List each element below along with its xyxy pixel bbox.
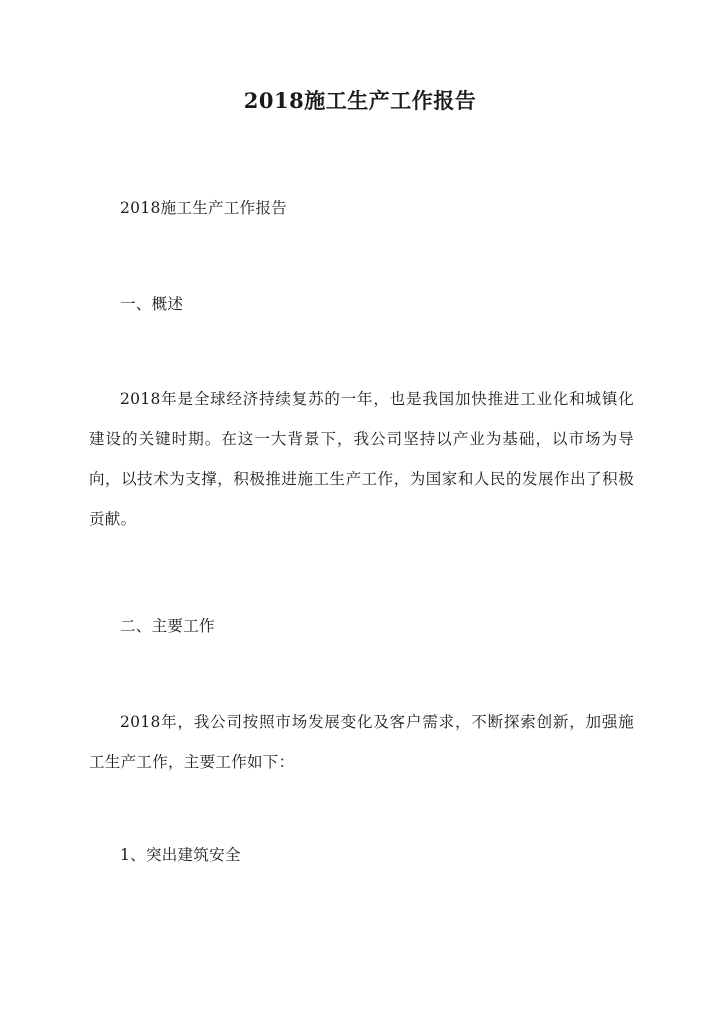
document-subtitle: 2018施工生产工作报告 — [120, 199, 288, 217]
section-paragraph-overview: 2018年是全球经济持续复苏的一年，也是我国加快推进工业化和城镇化建设的关键时期。在这一大背景下，我公司坚持以产业为基础，以市场为导向，以技术为支撑，积极推进施工生产工作，为国家和人民的发展作出了积极贡献。 — [89, 390, 634, 528]
section-heading-main-work: 二、主要工作 — [120, 617, 215, 635]
section-heading-overview: 一、概述 — [120, 295, 184, 313]
section-paragraph-main-work: 2018年，我公司按照市场发展变化及客户需求，不断探索创新，加强施工生产工作，主要工作如下： — [89, 713, 634, 771]
document-title: 2018施工生产工作报告 — [243, 88, 477, 113]
item-heading-safety: 1、突出建筑安全 — [120, 846, 241, 864]
